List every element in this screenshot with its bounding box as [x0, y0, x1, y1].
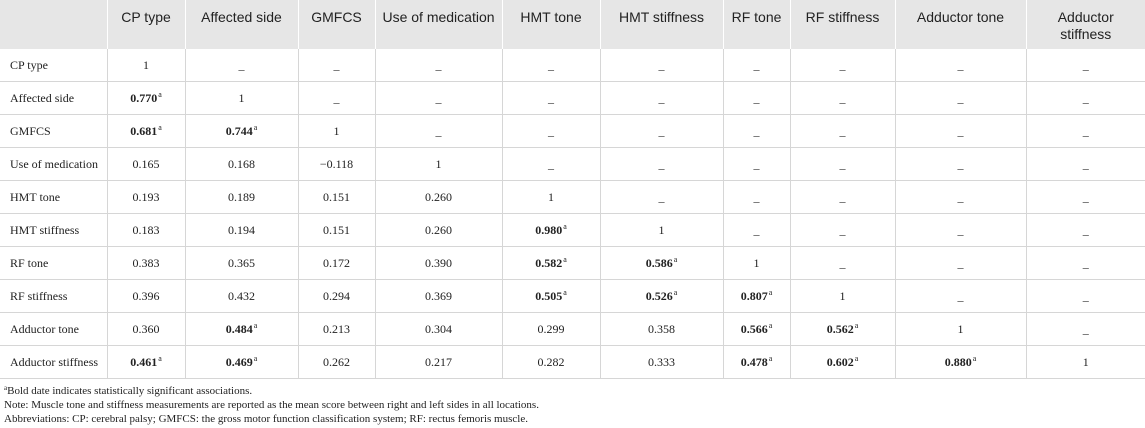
column-header: Use of medication: [375, 0, 502, 49]
table-cell: 1: [790, 280, 895, 313]
significance-marker: a: [563, 254, 567, 264]
table-cell: _: [790, 115, 895, 148]
table-cell: 0.260: [375, 181, 502, 214]
table-cell: _: [600, 148, 723, 181]
row-label: HMT tone: [0, 181, 107, 214]
table-cell: 0.260: [375, 214, 502, 247]
table-cell: 1: [895, 313, 1026, 346]
column-header: Adductor tone: [895, 0, 1026, 49]
table-cell: _: [723, 214, 790, 247]
significant-cell: 0.807$^a$: [723, 280, 790, 313]
table-cell: _: [790, 49, 895, 82]
column-header: CP type: [107, 0, 185, 49]
row-label: RF tone: [0, 247, 107, 280]
table-cell: _: [502, 82, 600, 115]
column-header: GMFCS: [298, 0, 375, 49]
table-cell: _: [600, 82, 723, 115]
significant-cell: 0.566$^a$: [723, 313, 790, 346]
table-cell: _: [600, 115, 723, 148]
table-cell: 1: [298, 115, 375, 148]
table-cell: 0.369: [375, 280, 502, 313]
table-cell: 1: [1026, 346, 1145, 379]
table-cell: 1: [502, 181, 600, 214]
table-cell: 0.168: [185, 148, 298, 181]
table-cell: _: [723, 115, 790, 148]
table-cell: _: [790, 247, 895, 280]
significant-cell: 0.744$^a$: [185, 115, 298, 148]
table-cell: 0.262: [298, 346, 375, 379]
row-label: Adductor tone: [0, 313, 107, 346]
table-cell: 1: [723, 247, 790, 280]
significance-marker: a: [253, 353, 258, 363]
table-cell: _: [895, 280, 1026, 313]
table-row: [0, 247, 1145, 280]
table-cell: _: [298, 49, 375, 82]
header-row: [0, 0, 1145, 49]
significance-marker: a: [673, 287, 678, 297]
table-cell: _: [375, 115, 502, 148]
table-cell: 0.333: [600, 346, 723, 379]
significant-cell: 0.469$^a$: [185, 346, 298, 379]
significant-cell: 0.562$^a$: [790, 313, 895, 346]
table-cell: 0.172: [298, 247, 375, 280]
table-cell: 0.432: [185, 280, 298, 313]
table-cell: _: [600, 49, 723, 82]
table-cell: 0.217: [375, 346, 502, 379]
table-cell: 0.151: [298, 181, 375, 214]
row-label: Affected side: [0, 82, 107, 115]
footnote-abbreviations: Abbreviations: CP: cerebral palsy; GMFCS: the gross motor function classification system; RF: rectus femoris muscle.: [4, 413, 528, 425]
row-label: GMFCS: [0, 115, 107, 148]
table-row: [0, 346, 1145, 379]
table-row: [0, 181, 1145, 214]
table-cell: _: [790, 82, 895, 115]
table-cell: 1: [107, 49, 185, 82]
table-cell: _: [790, 148, 895, 181]
significance-marker: a: [673, 254, 678, 264]
table-cell: _: [895, 49, 1026, 82]
table-row: [0, 82, 1145, 115]
column-header: HMT tone: [502, 0, 600, 49]
significance-marker: a: [563, 287, 567, 297]
table-cell: 0.358: [600, 313, 723, 346]
table-row: [0, 214, 1145, 247]
significant-cell: 0.478$^a$: [723, 346, 790, 379]
table-cell: 0.304: [375, 313, 502, 346]
table-cell: _: [375, 82, 502, 115]
table-row: [0, 280, 1145, 313]
footnote-marker: a: [4, 384, 8, 392]
table-cell: 1: [185, 82, 298, 115]
table-row: [0, 313, 1145, 346]
table-cell: _: [895, 181, 1026, 214]
column-header: Adductor stiffness: [1026, 0, 1145, 49]
table-cell: _: [1026, 49, 1145, 82]
table-cell: 0.299: [502, 313, 600, 346]
table-cell: 0.396: [107, 280, 185, 313]
table-cell: _: [895, 82, 1026, 115]
table-cell: _: [895, 148, 1026, 181]
table-cell: 0.360: [107, 313, 185, 346]
table-cell: 0.189: [185, 181, 298, 214]
table-cell: _: [895, 115, 1026, 148]
table-cell: 1: [375, 148, 502, 181]
significance-marker: a: [158, 122, 162, 132]
table-cell: _: [723, 82, 790, 115]
significance-marker: a: [158, 353, 162, 363]
significant-cell: 0.586$^a$: [600, 247, 723, 280]
row-label: RF stiffness: [0, 280, 107, 313]
table-cell: _: [185, 49, 298, 82]
table-cell: _: [790, 181, 895, 214]
row-label: CP type: [0, 49, 107, 82]
table-cell: _: [1026, 82, 1145, 115]
table-cell: _: [1026, 181, 1145, 214]
significance-marker: a: [972, 353, 977, 363]
significance-marker: a: [158, 89, 162, 99]
table-cell: 0.194: [185, 214, 298, 247]
table-cell: _: [1026, 280, 1145, 313]
significance-marker: a: [768, 320, 773, 330]
table-cell: _: [600, 181, 723, 214]
table-footnotes: [4, 384, 539, 426]
table-cell: 0.365: [185, 247, 298, 280]
table-cell: _: [1026, 247, 1145, 280]
significant-cell: 0.461$^a$: [107, 346, 185, 379]
significance-marker: a: [768, 287, 773, 297]
table-cell: _: [790, 214, 895, 247]
significance-marker: a: [854, 320, 859, 330]
table-cell: 0.282: [502, 346, 600, 379]
significant-cell: 0.681$^a$: [107, 115, 185, 148]
row-label: Adductor stiffness: [0, 346, 107, 379]
table-cell: 0.383: [107, 247, 185, 280]
significance-marker: a: [253, 320, 258, 330]
significant-cell: 0.484$^a$: [185, 313, 298, 346]
footnote-significance: $^a$Bold date indicates statistically significant associations.: [4, 384, 253, 397]
table-body: [0, 49, 1145, 379]
table-cell: −0.118: [298, 148, 375, 181]
row-label: Use of medication: [0, 148, 107, 181]
significant-cell: 0.582$^a$: [502, 247, 600, 280]
table-cell: _: [502, 49, 600, 82]
table-cell: 0.183: [107, 214, 185, 247]
footnote-note: Note: Muscle tone and stiffness measurements are reported as the mean score between right and left sides in all locations.: [4, 399, 539, 411]
significance-marker: a: [253, 122, 258, 132]
significant-cell: 0.505$^a$: [502, 280, 600, 313]
table-cell: _: [895, 214, 1026, 247]
table-row: [0, 115, 1145, 148]
table-cell: _: [502, 115, 600, 148]
header-corner: [0, 0, 107, 49]
significance-marker: a: [854, 353, 859, 363]
significance-marker: a: [563, 221, 567, 231]
row-label: HMT stiffness: [0, 214, 107, 247]
column-header: HMT stiffness: [600, 0, 723, 49]
table-cell: 0.165: [107, 148, 185, 181]
column-header: RF tone: [723, 0, 790, 49]
column-header: RF stiffness: [790, 0, 895, 49]
table-cell: _: [298, 82, 375, 115]
table-cell: _: [1026, 148, 1145, 181]
table-cell: 0.151: [298, 214, 375, 247]
table-cell: _: [1026, 313, 1145, 346]
significant-cell: 0.770$^a$: [107, 82, 185, 115]
table-cell: 0.390: [375, 247, 502, 280]
table-cell: _: [375, 49, 502, 82]
significant-cell: 0.880$^a$: [895, 346, 1026, 379]
table-cell: 0.193: [107, 181, 185, 214]
table-cell: 1: [600, 214, 723, 247]
table-row: [0, 49, 1145, 82]
table-cell: _: [723, 148, 790, 181]
table-cell: _: [723, 49, 790, 82]
table-cell: _: [1026, 214, 1145, 247]
significant-cell: 0.602$^a$: [790, 346, 895, 379]
table-cell: _: [1026, 115, 1145, 148]
table-cell: _: [895, 247, 1026, 280]
table-cell: 0.213: [298, 313, 375, 346]
table-row: [0, 148, 1145, 181]
significance-marker: a: [768, 353, 773, 363]
table-cell: 0.294: [298, 280, 375, 313]
column-header: Affected side: [185, 0, 298, 49]
significant-cell: 0.526$^a$: [600, 280, 723, 313]
significant-cell: 0.980$^a$: [502, 214, 600, 247]
table-cell: _: [723, 181, 790, 214]
table-cell: _: [502, 148, 600, 181]
